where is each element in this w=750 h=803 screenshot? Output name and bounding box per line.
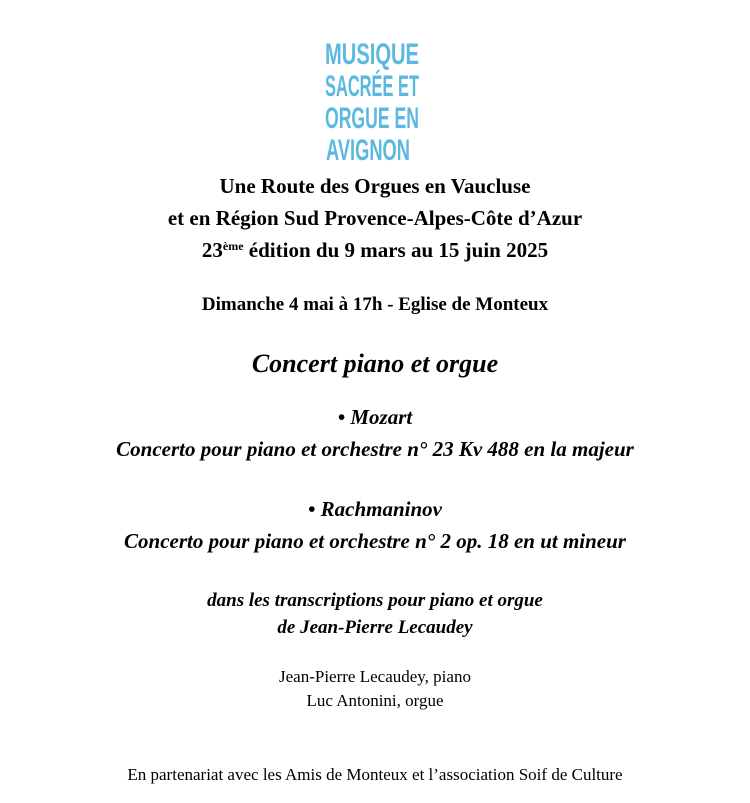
header-line-1: Une Route des Orgues en Vaucluse [219, 174, 531, 198]
piece-1-composer: • Mozart [337, 405, 413, 429]
header-line-2: et en Région Sud Provence-Alpes-Côte d’Azur [167, 206, 583, 230]
logo-line-3: ORGUE EN [325, 102, 419, 135]
transcription-line-1: dans les transcriptions pour piano et orgue [207, 590, 543, 611]
logo-line-2: SACRÉE ET [325, 70, 497, 103]
piece-2-composer: • Rachmaninov [308, 497, 442, 521]
concert-title: Concert piano et orgue [251, 349, 499, 378]
logo-graphic [322, 36, 497, 167]
edition-line [0, 237, 750, 263]
edition-dates: édition du 9 mars au 15 juin 2025 [243, 238, 549, 262]
edition-suffix: ème [222, 239, 244, 253]
musique-sacree-logo [322, 36, 497, 167]
logo-line-4: AVIGNON [326, 134, 410, 167]
performer-piano: Jean-Pierre Lecaudey, piano [279, 667, 471, 686]
event-date-place: Dimanche 4 mai à 17h - Eglise de Monteux [201, 294, 549, 315]
logo-line-1: MUSIQUE [325, 38, 419, 71]
performer-organ: Luc Antonini, orgue [306, 691, 444, 710]
piece-2-work: Concerto pour piano et orchestre n° 2 op. 18 en ut mineur [124, 529, 626, 553]
piece-1-work: Concerto pour piano et orchestre n° 23 Kv 488 en la majeur [116, 437, 634, 461]
edition-number: 23 [201, 238, 223, 262]
partnership-note: En partenariat avec les Amis de Monteux et l’association Soif de Culture [127, 765, 623, 784]
transcription-line-2: de Jean-Pierre Lecaudey [277, 617, 473, 638]
